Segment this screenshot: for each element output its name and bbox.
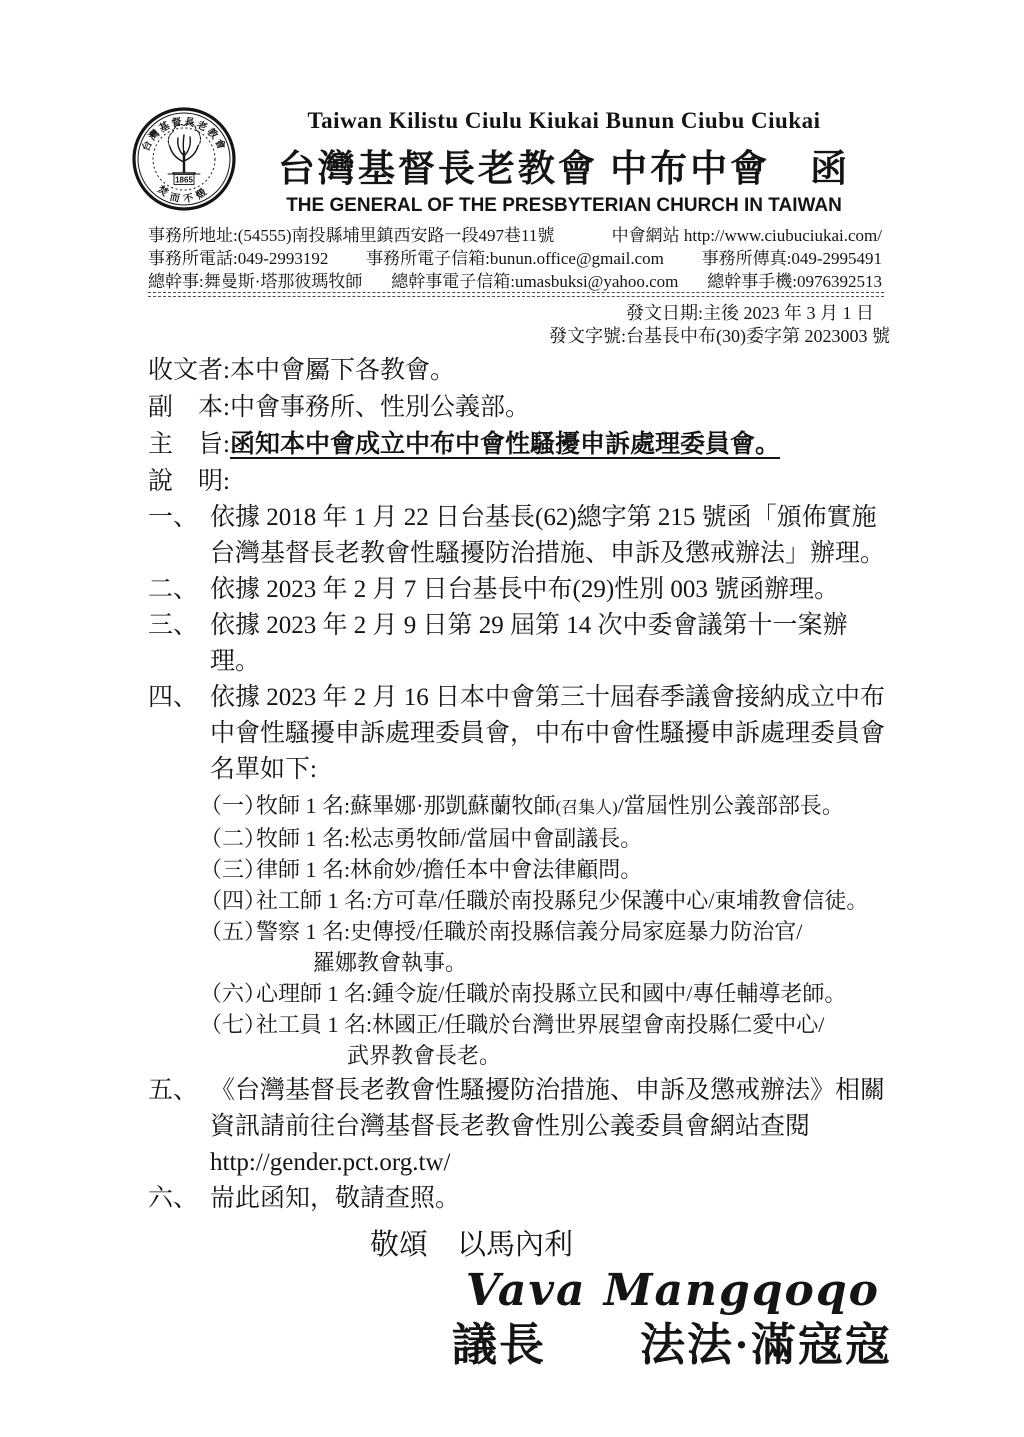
item-number: 一、 bbox=[148, 504, 199, 531]
list-item-4 bbox=[148, 680, 892, 788]
explanation-label: 說 明: bbox=[148, 468, 230, 495]
seal-year-text: 1865 bbox=[175, 175, 193, 185]
member-text-continued: 羅娜教會執事。 bbox=[313, 950, 468, 975]
member-text: 心理師 1 名:鍾令旋/任職於南投縣立民和國中/專任輔導老師。 bbox=[256, 981, 847, 1006]
item-line: 資訊請前往台灣基督長老教會性別公義委員會網站查閱 bbox=[210, 1113, 811, 1140]
subject-label: 主 旨: bbox=[148, 431, 230, 458]
seal-ring-top-text: 台灣基督長老教會 bbox=[140, 116, 228, 154]
member-text: 社工師 1 名:方可韋/任職於南投縣兒少保護中心/東埔教會信徒。 bbox=[256, 888, 869, 913]
cc-value: 中會事務所、性別公義部。 bbox=[229, 394, 530, 421]
member-number: （四） bbox=[200, 888, 267, 913]
item-line: 台灣基督長老教會性騷擾防治措施、申訴及懲戒辦法」辦理。 bbox=[210, 540, 886, 567]
list-item-1 bbox=[148, 500, 892, 572]
member-row-5 bbox=[200, 916, 892, 978]
item-line: 名單如下: bbox=[210, 756, 317, 783]
office-email: 事務所電子信箱:bunun.office@gmail.com bbox=[366, 249, 664, 268]
member-number: （六） bbox=[200, 981, 267, 1006]
dashed-divider bbox=[148, 292, 884, 297]
contact-row bbox=[148, 224, 882, 247]
romanized-title: Taiwan Kilistu Ciulu Kiukai Bunun Ciubu Ciukai bbox=[307, 108, 821, 133]
list-item-3 bbox=[148, 608, 892, 680]
contact-info-block bbox=[148, 224, 882, 293]
list-item-5 bbox=[148, 1073, 892, 1181]
explanation-row bbox=[148, 463, 892, 500]
chinese-title: 台灣基督長老教會 中布中會 函 bbox=[277, 149, 851, 190]
item-line: 依據 2023 年 2 月 7 日台基長中布(29)性別 003 號函辦理。 bbox=[210, 576, 840, 603]
member-text: 牧師 1 名:蘇畢娜·那凱蘇蘭牧師 bbox=[256, 793, 556, 818]
member-row-1 bbox=[200, 790, 892, 823]
member-row-6 bbox=[200, 978, 892, 1009]
secretary-name: 總幹事:舞曼斯·塔那彼瑪牧師 bbox=[148, 272, 363, 291]
cc-label: 副 本: bbox=[148, 394, 230, 421]
item-line: 耑此函知，敬請查照。 bbox=[210, 1185, 461, 1212]
item-line: 依據 2023 年 2 月 16 日本中會第三十屆春季議會接納成立中布 bbox=[210, 684, 886, 711]
member-number: （三） bbox=[200, 857, 267, 882]
office-fax: 事務所傳真:049-2995491 bbox=[701, 249, 882, 268]
recipient-value: 本中會屬下各教會。 bbox=[229, 357, 455, 384]
letter-body bbox=[148, 352, 892, 1373]
item-number: 三、 bbox=[148, 612, 199, 639]
member-number: （七） bbox=[200, 1012, 267, 1037]
gender-committee-url: http://gender.pct.org.tw/ bbox=[210, 1149, 451, 1176]
office-phone: 事務所電話:049-2993192 bbox=[148, 249, 329, 268]
issue-number: 發文字號:台基長中布(30)委字第 2023003 號 bbox=[549, 326, 890, 346]
office-address: 事務所地址:(54555)南投縣埔里鎮西安路一段497巷11號 bbox=[148, 226, 555, 245]
secretary-email: 總幹事電子信箱:umasbuksi@yahoo.com bbox=[391, 272, 679, 291]
cc-row bbox=[148, 389, 892, 426]
seal-ring-bottom-text: 焚而不燬 bbox=[155, 184, 213, 206]
convener-note: (召集人) bbox=[555, 798, 618, 817]
item-line: 依據 2018 年 1 月 22 日台基長(62)總字第 215 號函「頒佈實施 bbox=[210, 504, 877, 531]
item-number: 二、 bbox=[148, 576, 199, 603]
signature-script: Vava Mangqoqo bbox=[465, 1265, 880, 1316]
member-number: （二） bbox=[200, 826, 267, 851]
letterhead bbox=[238, 108, 890, 217]
item-line: 《台灣基督長老教會性騷擾防治措施、申訴及懲戒辦法》相關 bbox=[210, 1077, 886, 1104]
item-number: 六、 bbox=[148, 1185, 199, 1212]
member-number: （一） bbox=[200, 793, 267, 818]
item-line: 中會性騷擾申訴處理委員會，中布中會性騷擾申訴處理委員會 bbox=[210, 720, 886, 747]
contact-row bbox=[148, 247, 882, 270]
contact-row bbox=[148, 270, 882, 293]
secretary-mobile: 總幹事手機:0976392513 bbox=[707, 272, 882, 291]
member-text: 律師 1 名:林俞妙/擔任本中會法律顧問。 bbox=[256, 857, 643, 882]
website-url: 中會網站 http://www.ciubuciukai.com/ bbox=[611, 226, 882, 245]
committee-member-list bbox=[200, 788, 892, 1073]
member-text: 社工員 1 名:林國正/任職於台灣世界展望會南投縣仁愛中心/ bbox=[256, 1012, 825, 1037]
recipient-row bbox=[148, 352, 892, 389]
member-row-4 bbox=[200, 885, 892, 916]
member-row-2 bbox=[200, 823, 892, 854]
subject-row bbox=[148, 426, 892, 463]
document-meta bbox=[549, 302, 890, 348]
member-number: （五） bbox=[200, 919, 267, 944]
church-seal-logo bbox=[130, 104, 238, 214]
member-row-7 bbox=[200, 1009, 892, 1071]
member-text-continued: 武界教會長老。 bbox=[347, 1043, 502, 1068]
subject-value: 函知本中會成立中布中會性騷擾申訴處理委員會。 bbox=[229, 431, 780, 458]
moderator-name-line: 議長 法法·滿寇寇 bbox=[451, 1320, 892, 1370]
member-row-3 bbox=[200, 854, 892, 885]
item-line: 依據 2023 年 2 月 9 日第 29 屆第 14 次中委會議第十一案辦理。 bbox=[210, 612, 848, 675]
member-text: 警察 1 名:史傳授/任職於南投縣信義分局家庭暴力防治官/ bbox=[256, 919, 803, 944]
item-number: 五、 bbox=[148, 1077, 199, 1104]
issue-date: 發文日期:主後 2023 年 3 月 1 日 bbox=[625, 303, 874, 323]
member-text: /當屆性別公義部部長。 bbox=[617, 793, 844, 818]
english-title: THE GENERAL OF THE PRESBYTERIAN CHURCH IN TAIWAN bbox=[286, 195, 842, 216]
closing-salutation: 敬頌 以馬內利 bbox=[370, 1229, 574, 1261]
list-item-6 bbox=[148, 1181, 892, 1217]
list-item-2 bbox=[148, 572, 892, 608]
member-text: 牧師 1 名:松志勇牧師/當屆中會副議長。 bbox=[256, 826, 643, 851]
item-number: 四、 bbox=[148, 684, 199, 711]
recipient-label: 收文者: bbox=[148, 357, 230, 384]
